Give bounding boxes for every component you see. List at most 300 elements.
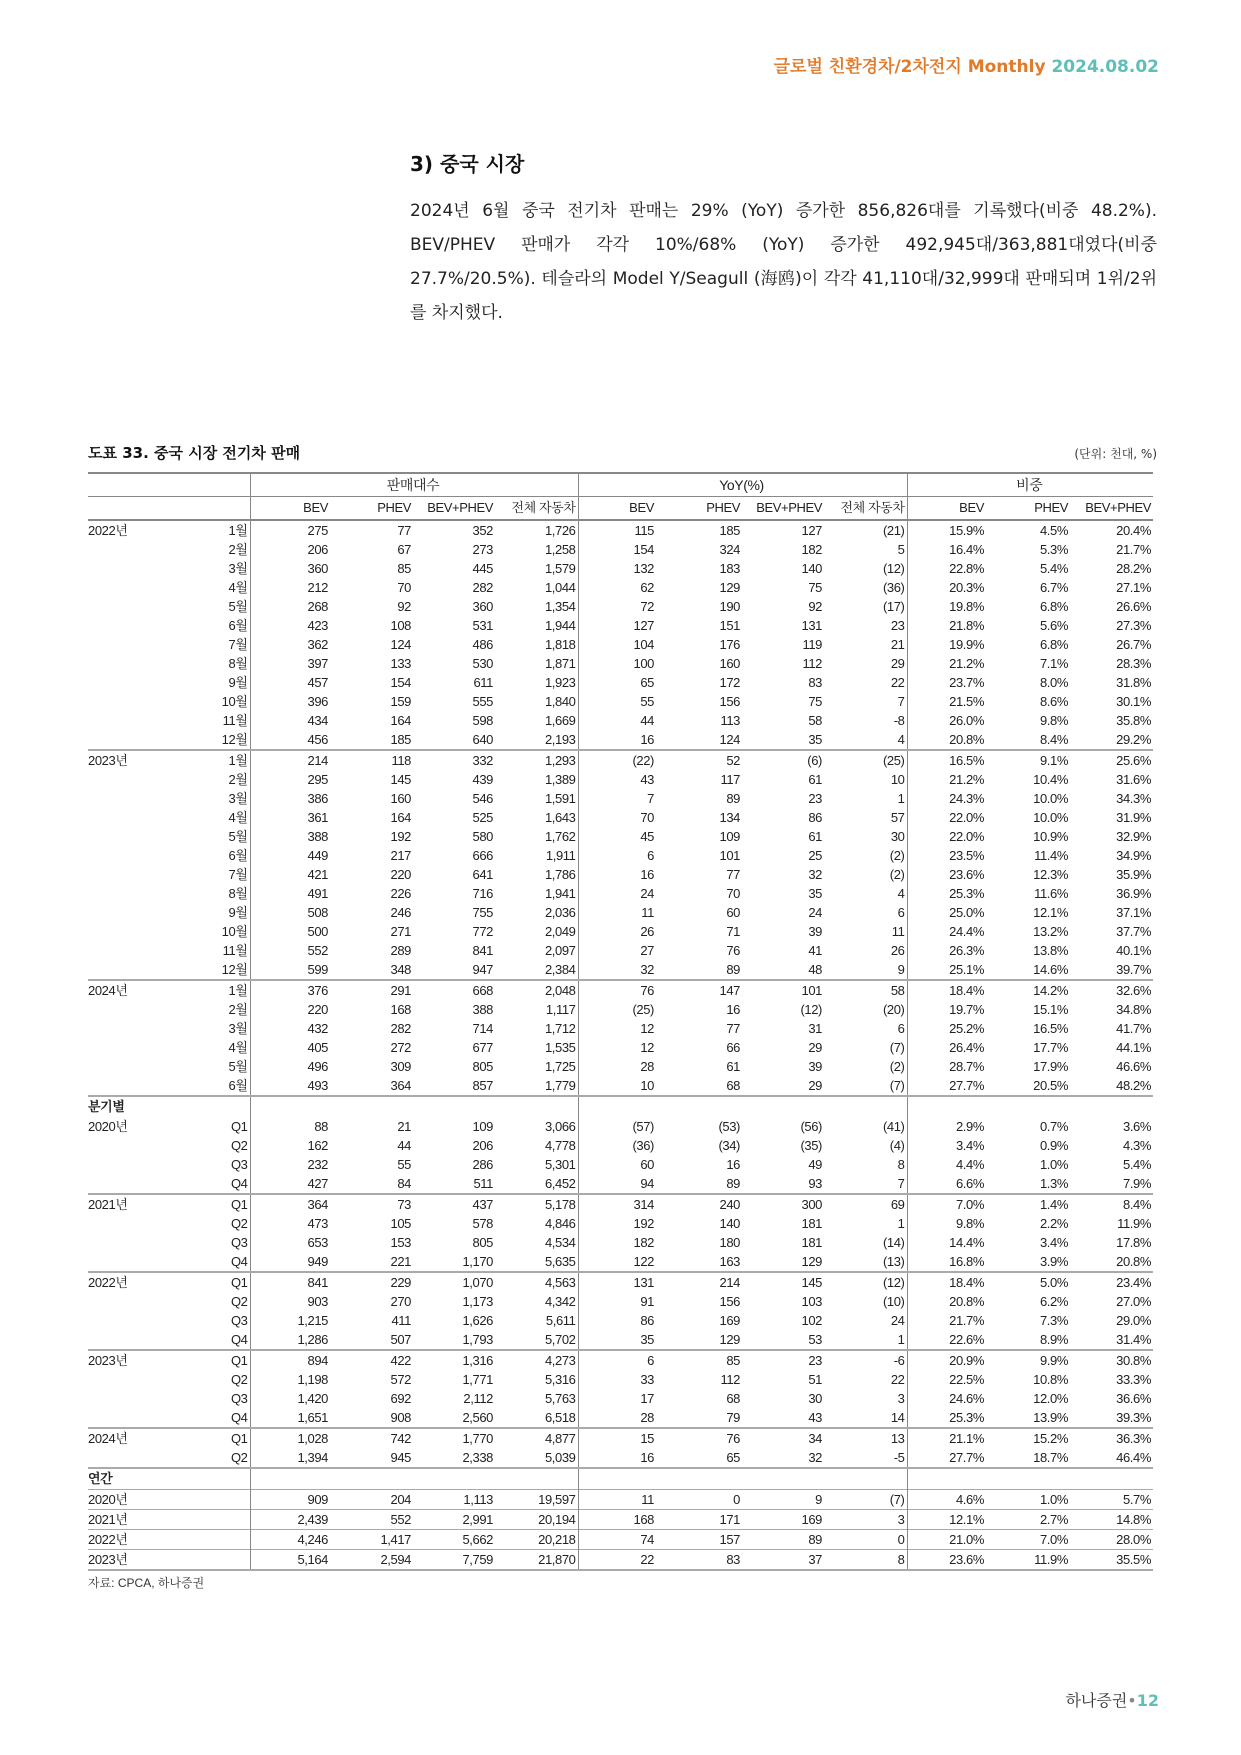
value-cell: 4.3%	[1122, 1137, 1152, 1153]
value-cell: 4	[897, 731, 905, 747]
value-cell: 35.9%	[1116, 866, 1152, 882]
value-cell: 14.4%	[907, 1233, 986, 1252]
value-cell: 129	[719, 1331, 740, 1347]
value-cell: (35)	[800, 1137, 822, 1153]
value-cell: 129	[801, 1253, 822, 1269]
table-row	[88, 941, 1153, 960]
value-cell: 1,941	[544, 885, 576, 901]
value-cell: 140	[801, 560, 822, 576]
table-row	[88, 980, 1153, 1000]
value-cell: 8	[897, 1156, 905, 1172]
value-cell: 171	[656, 1510, 742, 1530]
value-cell: 20.3%	[907, 578, 986, 597]
year-label	[88, 1408, 180, 1428]
value-cell: 151	[719, 617, 740, 633]
value-cell: 1,771	[462, 1371, 493, 1387]
period-label: 9월	[228, 674, 248, 690]
group-header-share: 비중	[907, 473, 1153, 497]
value-cell: 32	[578, 960, 656, 980]
value-cell: 28.3%	[1116, 655, 1152, 671]
value-cell: 21.1%	[907, 1428, 986, 1448]
value-cell: 221	[390, 1253, 411, 1269]
value-cell: 60	[726, 904, 740, 920]
value-cell: 131	[801, 617, 822, 633]
value-cell: 7.0%	[986, 1530, 1070, 1550]
value-cell: 11.6%	[1034, 885, 1068, 901]
value-cell: 18.4%	[907, 1272, 986, 1292]
value-cell: 10.0%	[1033, 790, 1068, 806]
value-cell: 668	[413, 980, 495, 1000]
table-row	[88, 654, 1153, 673]
value-cell: 16	[726, 1001, 740, 1017]
table-row	[88, 1136, 1153, 1155]
value-cell: 432	[250, 1019, 330, 1038]
year-label	[88, 1174, 180, 1194]
value-cell: 324	[719, 541, 740, 557]
value-cell: 21.7%	[1116, 541, 1152, 557]
period-label: 10월	[221, 923, 248, 939]
value-cell: 5,301	[544, 1156, 576, 1172]
value-cell: 34.9%	[1116, 847, 1152, 863]
value-cell: 10	[578, 1076, 656, 1096]
value-cell: 7	[578, 789, 656, 808]
value-cell: 20.9%	[907, 1350, 986, 1370]
value-cell: 5.6%	[1039, 617, 1068, 633]
value-cell: (53)	[718, 1118, 740, 1134]
value-cell: 493	[250, 1076, 330, 1096]
table-row	[88, 1350, 1153, 1370]
value-cell: 214	[656, 1272, 742, 1292]
value-cell: 23.6%	[907, 865, 986, 884]
period-label: Q4	[230, 1331, 248, 1347]
value-cell: 275	[250, 520, 330, 540]
value-cell: 525	[472, 809, 493, 825]
value-cell: 85	[656, 1350, 742, 1370]
value-cell: 4,877	[495, 1428, 578, 1448]
value-cell: (20)	[882, 1001, 905, 1017]
value-cell: 423	[250, 616, 330, 635]
table-row	[88, 559, 1153, 578]
value-cell: 66	[726, 1039, 740, 1055]
value-cell: 6	[897, 1020, 905, 1036]
value-cell: 51	[808, 1371, 822, 1387]
year-label	[88, 711, 180, 730]
value-cell: 101	[742, 980, 824, 1000]
table-row	[88, 673, 1153, 692]
table-row	[88, 846, 1153, 865]
value-cell: 348	[390, 961, 411, 977]
value-cell: 119	[802, 636, 822, 652]
value-cell: 364	[250, 1194, 330, 1214]
value-cell: 677	[472, 1039, 493, 1055]
period-label: 4월	[228, 809, 248, 825]
value-cell: 26.0%	[907, 711, 986, 730]
period-label: Q2	[230, 1215, 248, 1231]
table-row	[88, 1057, 1153, 1076]
year-label	[88, 789, 180, 808]
year-label	[88, 1155, 180, 1174]
period-label: Q2	[230, 1371, 248, 1387]
value-cell: 422	[330, 1350, 413, 1370]
year-label	[88, 559, 180, 578]
value-cell: 72	[578, 597, 656, 616]
column-header: BEV	[250, 497, 330, 521]
value-cell: 13.2%	[1033, 923, 1068, 939]
value-cell: 43	[808, 1409, 822, 1425]
value-cell: 5.4%	[1122, 1156, 1152, 1172]
value-cell: 15.1%	[1033, 1001, 1068, 1017]
value-cell: 857	[472, 1077, 493, 1093]
year-label	[88, 865, 180, 884]
value-cell: 3	[824, 1510, 907, 1530]
year-label: 2024년	[88, 1428, 180, 1448]
value-cell: 555	[472, 693, 493, 709]
value-cell: 157	[656, 1530, 742, 1550]
period-label: Q2	[230, 1137, 248, 1153]
value-cell: 23	[808, 790, 822, 806]
year-label	[88, 884, 180, 903]
value-cell: (36)	[882, 579, 905, 595]
value-cell: 903	[250, 1292, 330, 1311]
value-cell: 4,778	[544, 1137, 576, 1153]
value-cell: 55	[397, 1156, 411, 1172]
value-cell: -8	[893, 712, 905, 728]
value-cell: 20,194	[495, 1510, 578, 1530]
value-cell: 31.8%	[1116, 674, 1152, 690]
year-label	[88, 903, 180, 922]
value-cell: 220	[390, 866, 411, 882]
value-cell: 31	[808, 1020, 822, 1036]
value-cell: 182	[801, 541, 822, 557]
value-cell: 229	[330, 1272, 413, 1292]
value-cell: 0	[656, 1490, 742, 1510]
value-cell: 27.7%	[907, 1448, 986, 1468]
year-label: 2020년	[88, 1118, 128, 1134]
value-cell: 13.9%	[1033, 1409, 1068, 1425]
table-row	[88, 616, 1153, 635]
value-cell: 115	[578, 520, 656, 540]
year-label	[88, 1330, 180, 1350]
period-label: 3월	[228, 790, 248, 806]
year-label	[88, 770, 180, 789]
year-label	[88, 654, 180, 673]
year-label	[88, 1370, 180, 1389]
value-cell: 101	[719, 847, 740, 863]
value-cell: 3,066	[544, 1118, 576, 1134]
value-cell: 83	[808, 674, 822, 690]
value-cell: 640	[472, 731, 493, 747]
value-cell: 909	[250, 1490, 330, 1510]
value-cell: 25	[808, 847, 822, 863]
value-cell: 206	[250, 540, 330, 559]
period-label: Q2	[230, 1293, 248, 1309]
value-cell: 105	[390, 1215, 411, 1231]
value-cell: (21)	[882, 522, 905, 538]
value-cell: 15	[578, 1428, 656, 1448]
value-cell: 92	[808, 598, 822, 614]
value-cell: 6.6%	[907, 1174, 986, 1194]
value-cell: 1,117	[545, 1001, 576, 1017]
table-source: 자료: CPCA, 하나증권	[88, 1576, 205, 1590]
value-cell: (14)	[882, 1234, 905, 1250]
period-label: Q3	[230, 1312, 248, 1328]
value-cell: 103	[801, 1293, 822, 1309]
period-label: 1월	[180, 750, 250, 770]
value-cell: 268	[250, 597, 330, 616]
value-cell: 35	[808, 885, 822, 901]
table-row	[88, 1117, 1153, 1136]
value-cell: 1.0%	[1039, 1156, 1068, 1172]
value-cell: 2,048	[495, 980, 578, 1000]
value-cell: 31.6%	[1116, 771, 1152, 787]
value-cell: 168	[390, 1001, 411, 1017]
value-cell: 2,991	[413, 1510, 495, 1530]
value-cell: 65	[578, 673, 656, 692]
value-cell: 206	[472, 1137, 493, 1153]
value-cell: 641	[472, 866, 493, 882]
period-label: 12월	[221, 961, 248, 977]
value-cell: 26	[578, 922, 656, 941]
value-cell: 122	[578, 1252, 656, 1272]
value-cell: 3.4%	[907, 1136, 986, 1155]
value-cell: 28.0%	[1070, 1530, 1153, 1550]
value-cell: 10.8%	[1033, 1371, 1068, 1387]
value-cell: 5,611	[545, 1312, 576, 1328]
value-cell: 439	[472, 771, 493, 787]
value-cell: 43	[578, 770, 656, 789]
year-label: 2020년	[88, 1490, 180, 1510]
value-cell: 6.7%	[1039, 579, 1068, 595]
table-row	[88, 750, 1153, 770]
table-row	[88, 597, 1153, 616]
value-cell: 5,763	[544, 1390, 576, 1406]
value-cell: 272	[390, 1039, 411, 1055]
value-cell: 8.4%	[1039, 731, 1068, 747]
value-cell: 19.8%	[907, 597, 986, 616]
value-cell: 25.3%	[907, 1408, 986, 1428]
value-cell: 83	[656, 1550, 742, 1571]
value-cell: 88	[250, 1117, 330, 1136]
section-spacer	[250, 1468, 578, 1490]
value-cell: 491	[250, 884, 330, 903]
value-cell: (7)	[889, 1077, 905, 1093]
value-cell: 20.8%	[1116, 1253, 1152, 1269]
value-cell: 24	[808, 904, 822, 920]
value-cell: 361	[250, 808, 330, 827]
value-cell: 2,384	[544, 961, 576, 977]
year-label	[88, 730, 180, 750]
value-cell: 168	[578, 1510, 656, 1530]
value-cell: 21.8%	[907, 616, 986, 635]
value-cell: 3	[897, 1390, 905, 1406]
value-cell: 182	[578, 1233, 656, 1252]
value-cell: 19.9%	[907, 635, 986, 654]
value-cell: 5.0%	[986, 1272, 1070, 1292]
value-cell: 108	[390, 617, 411, 633]
value-cell: 89	[726, 790, 740, 806]
period-label: Q4	[230, 1253, 248, 1269]
value-cell: 2,439	[250, 1510, 330, 1530]
value-cell: 153	[390, 1234, 411, 1250]
value-cell: 3.6%	[1122, 1118, 1152, 1134]
table-row	[88, 1408, 1153, 1428]
value-cell: 77	[397, 522, 411, 538]
value-cell: 212	[250, 578, 330, 597]
year-label	[88, 578, 180, 597]
value-cell: 28.2%	[1116, 560, 1152, 576]
value-cell: (2)	[889, 1058, 905, 1074]
value-cell: 7.1%	[1039, 655, 1068, 671]
value-cell: 496	[250, 1057, 330, 1076]
value-cell: (17)	[882, 598, 905, 614]
table-row	[88, 1428, 1153, 1448]
value-cell: 1,044	[544, 579, 576, 595]
section-label: 분기별	[88, 1096, 250, 1117]
value-cell: 185	[719, 522, 740, 538]
value-cell: 5,635	[544, 1253, 576, 1269]
value-cell: 181	[801, 1234, 822, 1250]
year-label	[88, 692, 180, 711]
value-cell: 16.4%	[907, 540, 986, 559]
header-blank	[88, 473, 250, 497]
value-cell: 34	[742, 1428, 824, 1448]
value-cell: 25.6%	[1070, 750, 1153, 770]
value-cell: 62	[578, 578, 656, 597]
value-cell: 1,394	[250, 1448, 330, 1468]
table-row	[88, 1330, 1153, 1350]
value-cell: 24	[890, 1312, 905, 1328]
value-cell: 102	[801, 1312, 822, 1328]
value-cell: 46.4%	[1116, 1449, 1152, 1465]
value-cell: 181	[801, 1215, 822, 1231]
value-cell: 362	[250, 635, 330, 654]
column-header: BEV	[907, 497, 986, 521]
value-cell: 12.1%	[907, 1510, 986, 1530]
value-cell: 0	[824, 1530, 907, 1550]
value-cell: 32.6%	[1070, 980, 1153, 1000]
value-cell: 27.7%	[907, 1076, 986, 1096]
value-cell: 4,342	[544, 1293, 576, 1309]
value-cell: 805	[472, 1234, 493, 1250]
value-cell: 714	[472, 1020, 493, 1036]
table-row	[88, 1272, 1153, 1292]
value-cell: 100	[578, 654, 656, 673]
year-label	[88, 1076, 180, 1096]
value-cell: 21.7%	[907, 1311, 986, 1330]
value-cell: 73	[330, 1194, 413, 1214]
value-cell: 76	[578, 980, 656, 1000]
table-row	[88, 730, 1153, 750]
value-cell: 805	[472, 1058, 493, 1074]
value-cell: 500	[250, 922, 330, 941]
value-cell: 6.8%	[1039, 636, 1068, 652]
value-cell: 6	[578, 1350, 656, 1370]
value-cell: 29.2%	[1116, 731, 1152, 747]
value-cell: 1,911	[545, 847, 576, 863]
year-label: 2021년	[88, 1510, 180, 1530]
value-cell: 1,417	[330, 1530, 413, 1550]
value-cell: 7	[897, 693, 905, 709]
table-row	[88, 1076, 1153, 1096]
value-cell: 1,028	[250, 1428, 330, 1448]
value-cell: 1,779	[544, 1077, 576, 1093]
value-cell: 289	[390, 942, 411, 958]
value-cell: 22.8%	[907, 559, 986, 578]
report-date: 2024.08.02	[1051, 57, 1159, 77]
value-cell: 1,579	[544, 560, 576, 576]
value-cell: 31.4%	[1116, 1331, 1152, 1347]
value-cell: 246	[390, 904, 411, 920]
table-row	[88, 865, 1153, 884]
value-cell: 1.0%	[986, 1490, 1070, 1510]
period-label: 3월	[228, 560, 248, 576]
value-cell: 1,725	[544, 1058, 576, 1074]
value-cell: 449	[250, 846, 330, 865]
value-cell: 11.9%	[986, 1550, 1070, 1571]
value-cell: 44	[397, 1137, 411, 1153]
value-cell: 2.9%	[907, 1117, 986, 1136]
year-label	[88, 1252, 180, 1272]
value-cell: 39.7%	[1116, 961, 1152, 977]
period-label	[180, 1530, 250, 1550]
value-cell: 388	[472, 1001, 493, 1017]
value-cell: 1,591	[544, 790, 576, 806]
period-label: Q1	[180, 1428, 250, 1448]
value-cell: 89	[726, 1175, 740, 1191]
value-cell: 22.0%	[907, 808, 986, 827]
value-cell: 176	[719, 636, 740, 652]
value-cell: 5,039	[544, 1449, 576, 1465]
table-row	[88, 711, 1153, 730]
value-cell: 1,626	[462, 1312, 493, 1328]
table-row	[88, 1490, 1153, 1510]
period-label: Q1	[180, 1350, 250, 1370]
table-row	[88, 884, 1153, 903]
value-cell: 1,669	[544, 712, 576, 728]
value-cell: (34)	[718, 1137, 740, 1153]
period-label: 5월	[228, 598, 248, 614]
value-cell: 20.4%	[1116, 522, 1152, 538]
value-cell: 75	[808, 579, 822, 595]
value-cell: 6,452	[544, 1175, 576, 1191]
value-cell: 1,840	[544, 693, 576, 709]
period-label: 4월	[228, 1039, 248, 1055]
table-row	[88, 1530, 1153, 1550]
value-cell: 93	[808, 1175, 822, 1191]
value-cell: 13	[824, 1428, 907, 1448]
year-label	[88, 1000, 180, 1019]
value-cell: 282	[472, 579, 493, 595]
value-cell: 48.2%	[1116, 1077, 1152, 1093]
value-cell: 6,518	[544, 1409, 576, 1425]
value-cell: 1,420	[250, 1389, 330, 1408]
year-label	[88, 1136, 180, 1155]
value-cell: 12.0%	[1033, 1390, 1068, 1406]
value-cell: 9	[897, 961, 905, 977]
value-cell: 19,597	[495, 1490, 578, 1510]
value-cell: 755	[472, 904, 493, 920]
period-label: Q4	[230, 1175, 248, 1191]
value-cell: 653	[250, 1233, 330, 1252]
value-cell: 1,286	[250, 1330, 330, 1350]
year-label	[88, 1057, 180, 1076]
value-cell: 24.6%	[907, 1389, 986, 1408]
footer-company: 하나증권	[1065, 1691, 1128, 1710]
value-cell: 1	[897, 1215, 905, 1231]
value-cell: 67	[397, 541, 411, 557]
year-label	[88, 597, 180, 616]
table-row	[88, 922, 1153, 941]
